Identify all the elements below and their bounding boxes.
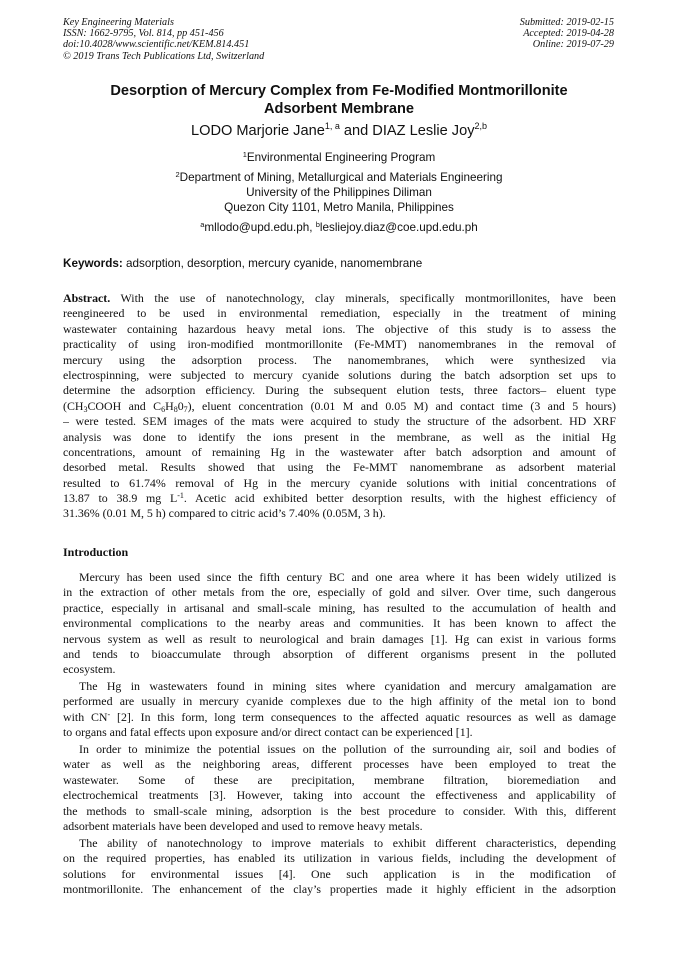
intro-paragraph-4 <box>63 836 616 898</box>
abstract-line: resulted to 61.74% removal of Hg in the mercury cyanide solutions with initial concentrations of <box>63 475 616 490</box>
paper-title <box>50 83 628 118</box>
abstract-line: determine the adsorption efficiency. During the subsequent elution tests, three factors– eluent type <box>63 383 616 398</box>
intro-paragraph-1 <box>63 570 616 678</box>
abstract-label: Abstract. <box>63 291 111 305</box>
affiliation-1-text: Environmental Engineering Program <box>246 151 436 164</box>
keywords-text: adsorption, desorption, mercury cyanide, nanomembrane <box>122 257 423 270</box>
copyright-line: © 2019 Trans Tech Publications Ltd, Switzerland <box>63 50 265 62</box>
affiliation-2 <box>50 170 628 215</box>
abstract-line: Abstract. With the use of nanotechnology, clay minerals, specifically montmorillonites, have been <box>63 291 616 305</box>
abstract-line: desorbed metal. Results showed that using the Fe-MMT nanomembrane as adsorbent material <box>63 460 616 475</box>
paragraph-line: ecosystem. <box>63 662 116 677</box>
section-heading-introduction: Introduction <box>63 545 129 559</box>
paragraph-line: environmental complications to the nearby areas and communities. It has been known to affect the <box>63 616 616 631</box>
accepted-date: Accepted: 2019-04-28 <box>523 28 614 40</box>
abstract-line: analysis was done to identify the ions present in the membrane, as well as the initial Hg <box>63 429 616 444</box>
abstract-line: 31.36% (0.01 M, 5 h) compared to citric acid’s 7.40% (0.05M, 3 h). <box>63 506 386 521</box>
title-line-1: Desorption of Mercury Complex from Fe-Modified Montmorillonite <box>110 83 568 99</box>
affiliation-2-line-1: Department of Mining, Metallurgical and Materials Engineering <box>179 171 503 184</box>
email-a-mark: a <box>200 220 205 229</box>
email-b[interactable]: lesliejoy.diaz@coe.upd.edu.ph <box>319 221 478 234</box>
paragraph-line: wastewater. Some of these are precipitation, membrane filtration, bioremediation and <box>63 772 616 787</box>
abstract-line: ($CH_3COOH$ and $C_6H_80_7$), eluent concentration (0.01 M and 0.05 M) and contact time (3 and 5 hours) <box>63 398 616 414</box>
paragraph-line: and tends to bioaccumulate through absorption of different organisms present in the polluted <box>63 646 616 661</box>
abstract-line: 13.87 to 38.9 mg $L^{-1}$. Acetic acid exhibited better desorption results, with the highest efficiency of <box>63 491 616 506</box>
abstract <box>63 291 616 522</box>
paragraph-line: electrochemical treatments [3]. However, taking into account the effectiveness and applicability of <box>63 788 616 803</box>
online-date: Online: 2019-07-29 <box>532 39 614 51</box>
keywords <box>63 257 616 271</box>
paragraph-line: the methods to small-scale mining, adsorption is the best procedure to consider. With this, different <box>63 803 616 818</box>
paragraph-line: In order to minimize the potential issues on the pollution of the surrounding air, soil and bodies of <box>79 742 616 756</box>
author-conjunction: and <box>339 123 373 139</box>
paragraph-line: The ability of nanotechnology to improve materials to exhibit different characteristics, depending <box>79 836 616 850</box>
author-emails <box>50 220 628 235</box>
author-list <box>50 122 628 140</box>
abstract-line: practicality of using iron-modified montmorillonite (Fe-MMT) nanomembranes in the removal of <box>63 337 616 352</box>
author-1-affiliation-mark: 1, a <box>324 121 340 131</box>
affiliation-1 <box>50 150 628 165</box>
author-1: LODO Marjorie Jane <box>190 123 325 139</box>
email-b-mark: b <box>315 220 320 229</box>
submitted-date: Submitted: 2019-02-15 <box>519 17 614 28</box>
doi-line: doi:10.4028/www.scientific.net/KEM.814.451 <box>63 39 250 51</box>
journal-name: Key Engineering Materials <box>63 17 174 28</box>
journal-header-left <box>63 17 264 62</box>
email-a[interactable]: mllodo@upd.edu.ph, <box>204 221 316 234</box>
affiliation-2-line-2: University of the Philippines Diliman <box>246 186 432 199</box>
affiliation-2-line-3: Quezon City 1101, Metro Manila, Philippines <box>224 201 454 214</box>
paragraph-line: performed are usually in mercury cyanide complexes due to the high affinity of the metal ion to bond <box>63 694 616 709</box>
keywords-label: Keywords: <box>63 257 123 270</box>
abstract-line: wastewater containing hazardous heavy metal ions. The objective of this study is to assess the <box>63 321 616 336</box>
paragraph-line: water as well as the neighboring areas, different processes have been employed to treat the <box>63 757 616 772</box>
paragraph-line: practice, especially in artisanal and small-scale mining, has resulted to the accumulation of health and <box>63 600 616 615</box>
paragraph-line: The Hg in wastewaters found in mining sites where cyanidation and mercury amalgamation are <box>79 679 616 693</box>
intro-paragraph-2 <box>63 679 616 741</box>
author-2-affiliation-mark: 2,b <box>474 121 488 131</box>
author-2: DIAZ Leslie Joy <box>372 123 475 139</box>
paragraph-line: nervous system as well as result to neurological and brain damages [1]. Hg can exist in various forms <box>63 631 616 646</box>
paragraph-line: on the required properties, has enabled its utilization in various fields, including the development of <box>63 851 616 866</box>
title-line-2: Adsorbent Membrane <box>263 100 414 117</box>
paragraph-line: adsorbent materials have been developed and used to remove heavy metals. <box>63 818 423 833</box>
abstract-line: concentrations, amount of remaining Hg in the wastewater after batch adsorption and amount of <box>63 444 616 459</box>
paragraph-line: solutions for environmental issues [4]. One such application is in the modification of <box>63 866 616 881</box>
abstract-line: mercury using the adsorption process. The nanomembranes, which were synthesized via <box>63 352 616 367</box>
issn-line: ISSN: 1662-9795, Vol. 814, pp 451-456 <box>63 28 224 40</box>
affiliation-1-mark: 1 <box>242 150 247 159</box>
abstract-line: – were tested. SEM images of the mats were acquired to study the structure of the adsorbent. HD XRF <box>63 414 616 429</box>
intro-paragraph-3 <box>63 742 616 834</box>
abstract-line: reengineered to be used in environmental remediation, especially in the treatment of mining <box>63 306 616 321</box>
paragraph-line: to organs and fatal effects upon exposure and/or direct contact can be experienced [1]. <box>63 725 473 740</box>
abstract-line: electrospinning, were subjected to mercury cyanide solutions during the batch adsorption set ups to <box>63 367 616 382</box>
paragraph-line: montmorillonite. The enhancement of the clay’s properties made it highly efficient in the adsorption <box>63 882 616 897</box>
affiliation-2-mark: 2 <box>175 170 180 179</box>
paragraph-line: in the extraction of other metals from the ore, especially of gold and silver. Over time, such dangerous <box>63 585 616 600</box>
journal-header-right <box>520 17 614 51</box>
paragraph-line: with CN- [2]. In this form, long term consequences to the affected aquatic resources as well as damage <box>63 709 616 724</box>
paragraph-line: Mercury has been used since the fifth century BC and one area where it has been widely utilized is <box>79 570 616 584</box>
